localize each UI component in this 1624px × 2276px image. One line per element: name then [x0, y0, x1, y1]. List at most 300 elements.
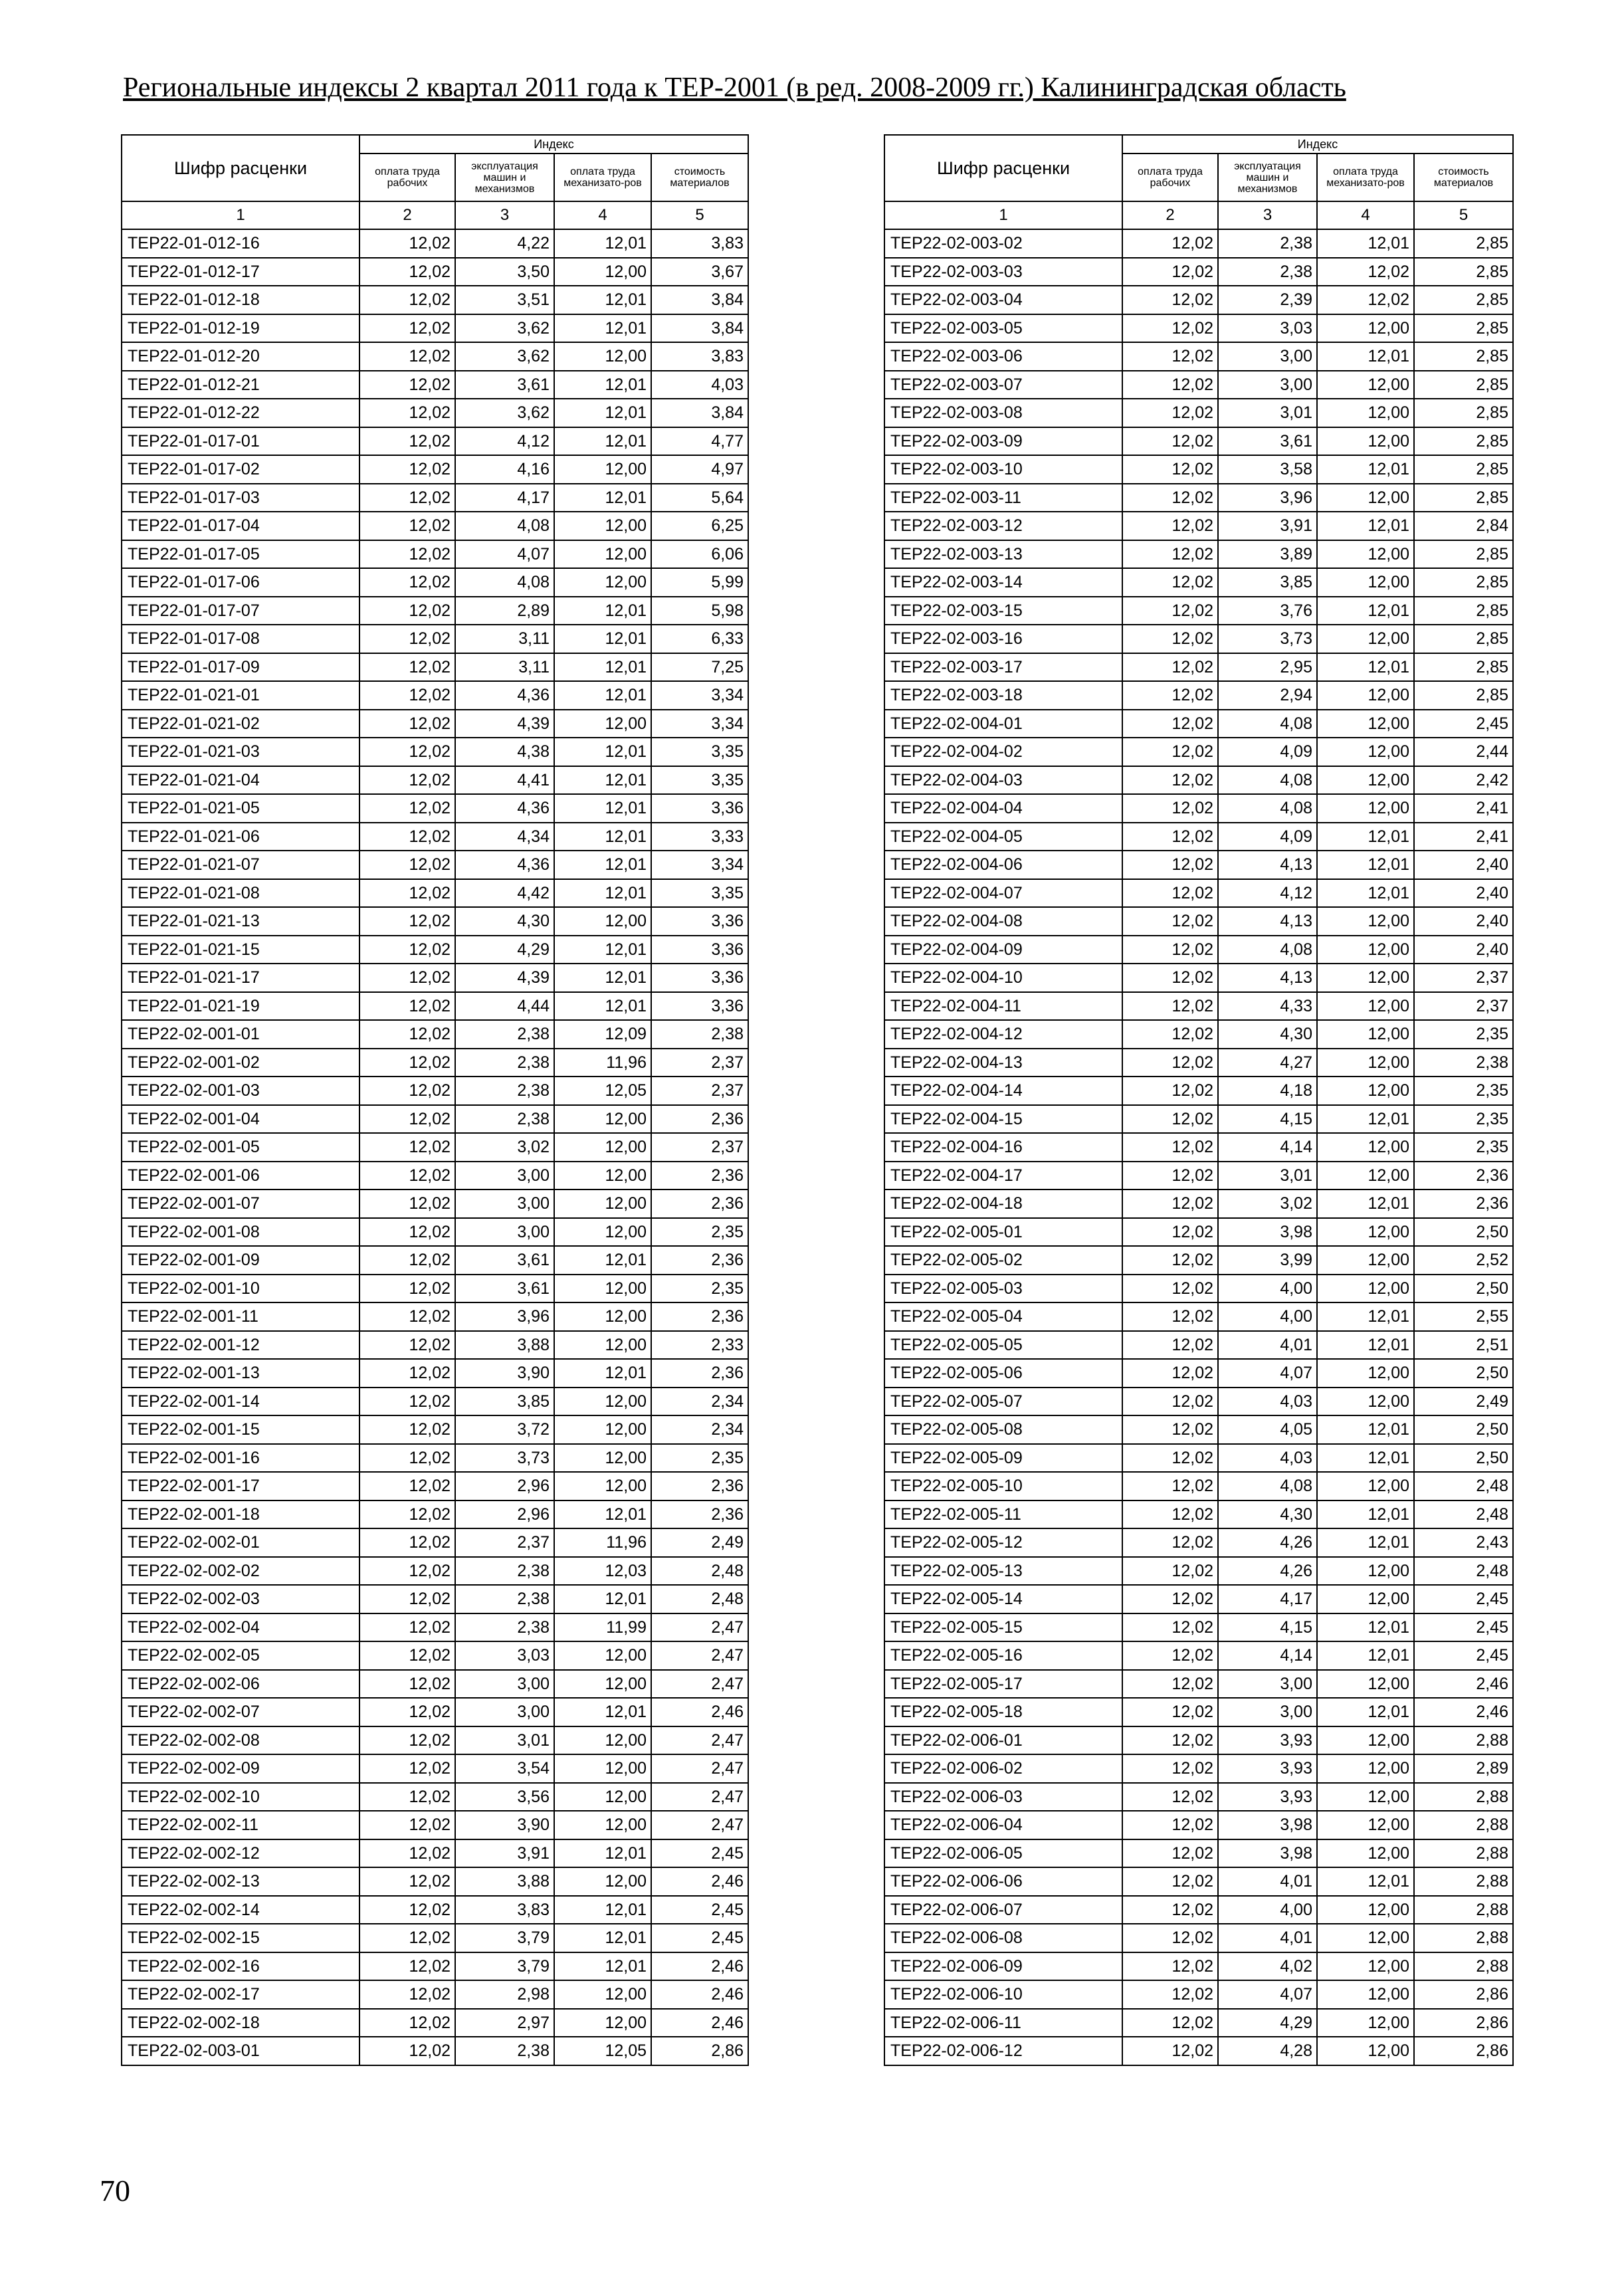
- table-row: [884, 907, 1513, 936]
- rate-code-cell: ТЕР22-01-017-04: [122, 512, 359, 540]
- table-row: [884, 1924, 1513, 1952]
- index-value-cell: 2,85: [1414, 314, 1513, 343]
- index-value-cell: 3,91: [1218, 512, 1317, 540]
- table-row: [122, 1190, 748, 1218]
- index-value-cell: 12,01: [1317, 342, 1414, 371]
- index-value-cell: 12,02: [359, 1472, 455, 1500]
- index-value-cell: 3,73: [1218, 625, 1317, 653]
- rate-code-cell: ТЕР22-02-002-07: [122, 1698, 359, 1726]
- index-value-cell: 2,38: [455, 1585, 554, 1613]
- index-value-cell: 2,36: [1414, 1190, 1513, 1218]
- table-row: [884, 1133, 1513, 1162]
- table-row: [122, 314, 748, 343]
- rate-code-cell: ТЕР22-02-001-02: [122, 1049, 359, 1077]
- index-value-cell: 2,50: [1414, 1218, 1513, 1247]
- index-value-cell: 2,98: [455, 1980, 554, 2009]
- table-row: [884, 1444, 1513, 1473]
- index-value-cell: 4,36: [455, 851, 554, 879]
- index-value-cell: 12,02: [1122, 2009, 1218, 2037]
- rate-code-cell: ТЕР22-02-005-11: [884, 1500, 1122, 1529]
- table-row: [884, 1557, 1513, 1586]
- col-number: 4: [554, 201, 651, 229]
- index-value-cell: 2,36: [651, 1105, 748, 1134]
- index-value-cell: 12,02: [359, 738, 455, 766]
- table-row: [122, 1726, 748, 1755]
- table-row: [884, 823, 1513, 851]
- index-value-cell: 4,36: [455, 681, 554, 710]
- index-value-cell: 12,02: [359, 1924, 455, 1952]
- rate-code-cell: ТЕР22-02-005-08: [884, 1415, 1122, 1444]
- index-value-cell: 12,01: [1317, 1190, 1414, 1218]
- index-value-cell: 12,00: [554, 1105, 651, 1134]
- table-row: [884, 1472, 1513, 1500]
- index-value-cell: 12,02: [359, 766, 455, 795]
- right-index-table-wrap: [884, 134, 1514, 2066]
- rate-code-cell: ТЕР22-02-004-10: [884, 964, 1122, 992]
- table-row: [122, 1020, 748, 1049]
- rate-code-cell: ТЕР22-01-021-06: [122, 823, 359, 851]
- index-value-cell: 12,02: [359, 653, 455, 682]
- index-value-cell: 2,36: [651, 1302, 748, 1331]
- table-row: [884, 1388, 1513, 1416]
- index-value-cell: 12,02: [1122, 653, 1218, 682]
- index-value-cell: 12,00: [554, 1670, 651, 1699]
- header-col-labor: оплата труда рабочих: [359, 154, 455, 201]
- index-value-cell: 2,45: [1414, 1641, 1513, 1670]
- index-value-cell: 12,02: [359, 314, 455, 343]
- index-value-cell: 4,29: [1218, 2009, 1317, 2037]
- table-row: [122, 1218, 748, 1247]
- index-value-cell: 2,40: [1414, 851, 1513, 879]
- table-row: [122, 1980, 748, 2009]
- rate-code-cell: ТЕР22-02-001-04: [122, 1105, 359, 1134]
- index-value-cell: 6,25: [651, 512, 748, 540]
- index-value-cell: 2,36: [651, 1359, 748, 1388]
- index-value-cell: 12,01: [1317, 1302, 1414, 1331]
- rate-code-cell: ТЕР22-02-003-13: [884, 540, 1122, 569]
- index-value-cell: 3,36: [651, 964, 748, 992]
- index-value-cell: 12,01: [554, 399, 651, 427]
- rate-code-cell: ТЕР22-02-003-07: [884, 371, 1122, 399]
- index-value-cell: 3,11: [455, 625, 554, 653]
- index-value-cell: 3,36: [651, 992, 748, 1021]
- rate-code-cell: ТЕР22-02-005-02: [884, 1246, 1122, 1275]
- index-value-cell: 3,61: [455, 371, 554, 399]
- index-value-cell: 12,01: [554, 1839, 651, 1868]
- rate-code-cell: ТЕР22-02-001-16: [122, 1444, 359, 1473]
- index-value-cell: 12,00: [1317, 371, 1414, 399]
- index-value-cell: 12,02: [1122, 1246, 1218, 1275]
- index-value-cell: 12,00: [554, 1162, 651, 1190]
- rate-code-cell: ТЕР22-01-021-13: [122, 907, 359, 936]
- rate-code-cell: ТЕР22-02-003-09: [884, 427, 1122, 456]
- index-value-cell: 2,38: [455, 1105, 554, 1134]
- table-row: [122, 258, 748, 286]
- index-value-cell: 12,00: [1317, 907, 1414, 936]
- index-value-cell: 2,51: [1414, 1331, 1513, 1360]
- rate-code-cell: ТЕР22-02-002-03: [122, 1585, 359, 1613]
- index-value-cell: 12,00: [1317, 1924, 1414, 1952]
- index-value-cell: 12,00: [1317, 314, 1414, 343]
- index-value-cell: 12,02: [1122, 879, 1218, 908]
- index-value-cell: 12,00: [1317, 1133, 1414, 1162]
- index-value-cell: 4,33: [1218, 992, 1317, 1021]
- rate-code-cell: ТЕР22-02-001-17: [122, 1472, 359, 1500]
- index-value-cell: 2,86: [1414, 2009, 1513, 2037]
- index-value-cell: 4,26: [1218, 1557, 1317, 1586]
- index-value-cell: 12,02: [359, 568, 455, 597]
- index-value-cell: 2,48: [1414, 1557, 1513, 1586]
- left-index-table-wrap: [121, 134, 749, 2066]
- index-value-cell: 12,00: [1317, 1839, 1414, 1868]
- rate-code-cell: ТЕР22-02-006-07: [884, 1896, 1122, 1924]
- index-value-cell: 12,02: [1122, 1415, 1218, 1444]
- rate-code-cell: ТЕР22-02-006-02: [884, 1754, 1122, 1783]
- rate-code-cell: ТЕР22-02-002-13: [122, 1867, 359, 1896]
- index-value-cell: 12,01: [1317, 1331, 1414, 1360]
- index-value-cell: 3,85: [1218, 568, 1317, 597]
- index-value-cell: 2,35: [1414, 1020, 1513, 1049]
- index-value-cell: 3,00: [1218, 1698, 1317, 1726]
- index-value-cell: 12,00: [554, 342, 651, 371]
- index-value-cell: 2,85: [1414, 625, 1513, 653]
- page-number: 70: [100, 2174, 130, 2208]
- index-value-cell: 2,37: [651, 1077, 748, 1105]
- index-value-cell: 12,00: [554, 1331, 651, 1360]
- index-value-cell: 11,96: [554, 1049, 651, 1077]
- index-value-cell: 12,02: [359, 1331, 455, 1360]
- rate-code-cell: ТЕР22-02-004-09: [884, 936, 1122, 964]
- index-value-cell: 3,36: [651, 936, 748, 964]
- table-row: [122, 371, 748, 399]
- index-value-cell: 12,02: [1122, 1190, 1218, 1218]
- index-value-cell: 4,12: [1218, 879, 1317, 908]
- rate-code-cell: ТЕР22-02-005-04: [884, 1302, 1122, 1331]
- table-row: [884, 1839, 1513, 1868]
- index-value-cell: 2,34: [651, 1388, 748, 1416]
- index-value-cell: 12,02: [359, 681, 455, 710]
- index-value-cell: 3,00: [455, 1162, 554, 1190]
- index-value-cell: 3,61: [455, 1275, 554, 1303]
- index-value-cell: 2,47: [651, 1641, 748, 1670]
- index-value-cell: 3,02: [455, 1133, 554, 1162]
- index-value-cell: 3,00: [455, 1670, 554, 1699]
- index-value-cell: 2,45: [651, 1839, 748, 1868]
- rate-code-cell: ТЕР22-01-012-19: [122, 314, 359, 343]
- rate-code-cell: ТЕР22-02-003-16: [884, 625, 1122, 653]
- index-value-cell: 12,02: [1122, 964, 1218, 992]
- table-row: [122, 1811, 748, 1839]
- col-number: 5: [1414, 201, 1513, 229]
- index-value-cell: 2,85: [1414, 597, 1513, 625]
- table-row: [122, 1557, 748, 1586]
- index-value-cell: 12,02: [359, 540, 455, 569]
- index-value-cell: 12,01: [554, 1896, 651, 1924]
- index-value-cell: 2,35: [1414, 1105, 1513, 1134]
- index-value-cell: 3,62: [455, 399, 554, 427]
- index-value-cell: 12,01: [554, 314, 651, 343]
- index-value-cell: 4,17: [455, 484, 554, 512]
- rate-code-cell: ТЕР22-02-003-14: [884, 568, 1122, 597]
- left-table-body: [122, 229, 748, 2065]
- index-value-cell: 12,00: [1317, 992, 1414, 1021]
- index-value-cell: 2,47: [651, 1726, 748, 1755]
- index-value-cell: 12,02: [1122, 1670, 1218, 1699]
- rate-code-cell: ТЕР22-02-002-08: [122, 1726, 359, 1755]
- rate-code-cell: ТЕР22-02-004-15: [884, 1105, 1122, 1134]
- index-value-cell: 12,02: [1122, 1613, 1218, 1642]
- index-value-cell: 2,85: [1414, 371, 1513, 399]
- index-value-cell: 12,02: [1122, 1049, 1218, 1077]
- header-col-materials: стоимость материалов: [1414, 154, 1513, 201]
- index-value-cell: 12,02: [1122, 1952, 1218, 1981]
- table-row: [884, 851, 1513, 879]
- index-value-cell: 12,01: [1317, 823, 1414, 851]
- table-row: [884, 1641, 1513, 1670]
- table-row: [122, 1896, 748, 1924]
- index-value-cell: 2,89: [455, 597, 554, 625]
- index-value-cell: 2,41: [1414, 823, 1513, 851]
- index-value-cell: 12,02: [1122, 1783, 1218, 1811]
- table-row: [884, 427, 1513, 456]
- rate-code-cell: ТЕР22-01-017-03: [122, 484, 359, 512]
- index-value-cell: 12,02: [359, 1302, 455, 1331]
- index-value-cell: 4,08: [1218, 936, 1317, 964]
- index-value-cell: 2,37: [651, 1133, 748, 1162]
- rate-code-cell: ТЕР22-02-002-17: [122, 1980, 359, 2009]
- index-value-cell: 12,01: [554, 597, 651, 625]
- index-value-cell: 3,33: [651, 823, 748, 851]
- index-value-cell: 12,02: [1122, 597, 1218, 625]
- index-value-cell: 12,02: [359, 455, 455, 484]
- index-value-cell: 3,35: [651, 738, 748, 766]
- rate-code-cell: ТЕР22-02-002-09: [122, 1754, 359, 1783]
- index-value-cell: 12,00: [1317, 1783, 1414, 1811]
- table-row: [122, 1077, 748, 1105]
- rate-code-cell: ТЕР22-02-005-10: [884, 1472, 1122, 1500]
- table-row: [122, 1924, 748, 1952]
- index-value-cell: 2,43: [1414, 1528, 1513, 1557]
- rate-code-cell: ТЕР22-01-017-08: [122, 625, 359, 653]
- index-value-cell: 2,85: [1414, 258, 1513, 286]
- table-row: [884, 1246, 1513, 1275]
- index-value-cell: 2,35: [1414, 1133, 1513, 1162]
- index-value-cell: 12,01: [554, 625, 651, 653]
- index-value-cell: 3,98: [1218, 1218, 1317, 1247]
- header-col-materials: стоимость материалов: [651, 154, 748, 201]
- rate-code-cell: ТЕР22-02-004-13: [884, 1049, 1122, 1077]
- index-value-cell: 2,35: [1414, 1077, 1513, 1105]
- index-value-cell: 12,00: [554, 512, 651, 540]
- table-row: [122, 936, 748, 964]
- index-value-cell: 2,35: [651, 1275, 748, 1303]
- index-value-cell: 12,00: [554, 1783, 651, 1811]
- index-value-cell: 2,36: [1414, 1162, 1513, 1190]
- index-value-cell: 2,38: [651, 1020, 748, 1049]
- index-value-cell: 12,00: [1317, 710, 1414, 738]
- index-value-cell: 2,34: [651, 1415, 748, 1444]
- table-row: [122, 851, 748, 879]
- index-value-cell: 4,07: [1218, 1980, 1317, 2009]
- rate-code-cell: ТЕР22-02-004-18: [884, 1190, 1122, 1218]
- index-value-cell: 12,01: [1317, 1500, 1414, 1529]
- index-value-cell: 5,99: [651, 568, 748, 597]
- index-value-cell: 12,00: [1317, 1049, 1414, 1077]
- index-value-cell: 12,02: [359, 794, 455, 823]
- rate-code-cell: ТЕР22-02-003-17: [884, 653, 1122, 682]
- index-value-cell: 12,02: [359, 427, 455, 456]
- rate-code-cell: ТЕР22-02-001-08: [122, 1218, 359, 1247]
- index-value-cell: 3,54: [455, 1754, 554, 1783]
- rate-code-cell: ТЕР22-01-017-01: [122, 427, 359, 456]
- col-number: 1: [122, 201, 359, 229]
- index-value-cell: 12,02: [359, 399, 455, 427]
- index-value-cell: 2,89: [1414, 1754, 1513, 1783]
- index-value-cell: 3,84: [651, 286, 748, 314]
- index-value-cell: 12,02: [359, 907, 455, 936]
- rate-code-cell: ТЕР22-02-004-04: [884, 794, 1122, 823]
- col-number: 3: [1218, 201, 1317, 229]
- index-value-cell: 2,50: [1414, 1359, 1513, 1388]
- index-value-cell: 12,02: [359, 1162, 455, 1190]
- table-row: [122, 766, 748, 795]
- rate-code-cell: ТЕР22-02-003-11: [884, 484, 1122, 512]
- table-row: [884, 1359, 1513, 1388]
- index-value-cell: 12,00: [554, 1754, 651, 1783]
- table-row: [122, 1388, 748, 1416]
- index-value-cell: 4,41: [455, 766, 554, 795]
- index-value-cell: 12,01: [554, 992, 651, 1021]
- rate-code-cell: ТЕР22-01-021-19: [122, 992, 359, 1021]
- index-value-cell: 2,50: [1414, 1275, 1513, 1303]
- table-row: [122, 907, 748, 936]
- index-value-cell: 12,02: [359, 1077, 455, 1105]
- table-row: [884, 568, 1513, 597]
- index-value-cell: 3,72: [455, 1415, 554, 1444]
- table-row: [122, 342, 748, 371]
- index-value-cell: 12,02: [1122, 427, 1218, 456]
- index-value-cell: 12,00: [1317, 1811, 1414, 1839]
- index-value-cell: 3,84: [651, 399, 748, 427]
- index-value-cell: 3,90: [455, 1811, 554, 1839]
- table-row: [122, 540, 748, 569]
- index-value-cell: 3,90: [455, 1359, 554, 1388]
- rate-code-cell: ТЕР22-02-004-01: [884, 710, 1122, 738]
- index-value-cell: 12,02: [359, 1415, 455, 1444]
- index-value-cell: 4,03: [1218, 1388, 1317, 1416]
- index-value-cell: 3,83: [651, 342, 748, 371]
- index-value-cell: 12,01: [554, 794, 651, 823]
- index-value-cell: 12,02: [1317, 286, 1414, 314]
- table-row: [122, 794, 748, 823]
- index-value-cell: 12,00: [1317, 964, 1414, 992]
- table-row: [884, 540, 1513, 569]
- col-number: 4: [1317, 201, 1414, 229]
- table-row: [122, 1444, 748, 1473]
- index-value-cell: 2,36: [651, 1246, 748, 1275]
- index-value-cell: 4,39: [455, 964, 554, 992]
- index-value-cell: 12,02: [359, 2009, 455, 2037]
- table-row: [122, 1670, 748, 1699]
- index-value-cell: 3,93: [1218, 1754, 1317, 1783]
- index-value-cell: 4,15: [1218, 1613, 1317, 1642]
- index-value-cell: 12,01: [1317, 879, 1414, 908]
- rate-code-cell: ТЕР22-01-021-17: [122, 964, 359, 992]
- table-row: [884, 1867, 1513, 1896]
- index-value-cell: 12,01: [1317, 1415, 1414, 1444]
- rate-code-cell: ТЕР22-02-001-06: [122, 1162, 359, 1190]
- rate-code-cell: ТЕР22-01-021-15: [122, 936, 359, 964]
- index-value-cell: 12,02: [359, 1641, 455, 1670]
- table-row: [884, 314, 1513, 343]
- index-value-cell: 4,17: [1218, 1585, 1317, 1613]
- index-value-cell: 2,45: [1414, 1613, 1513, 1642]
- index-value-cell: 12,01: [1317, 1613, 1414, 1642]
- rate-code-cell: ТЕР22-02-005-07: [884, 1388, 1122, 1416]
- rate-code-cell: ТЕР22-01-017-02: [122, 455, 359, 484]
- index-value-cell: 4,01: [1218, 1867, 1317, 1896]
- index-value-cell: 12,00: [1317, 936, 1414, 964]
- index-value-cell: 3,79: [455, 1952, 554, 1981]
- index-value-cell: 4,39: [455, 710, 554, 738]
- header-col-machines: эксплуатация машин и механизмов: [1218, 154, 1317, 201]
- index-value-cell: 2,85: [1414, 399, 1513, 427]
- rate-code-cell: ТЕР22-01-021-08: [122, 879, 359, 908]
- index-value-cell: 12,02: [359, 1133, 455, 1162]
- index-value-cell: 12,02: [1122, 1585, 1218, 1613]
- table-row: [122, 229, 748, 258]
- index-value-cell: 12,02: [359, 964, 455, 992]
- table-row: [122, 823, 748, 851]
- index-value-cell: 12,00: [1317, 1896, 1414, 1924]
- col-number: 5: [651, 201, 748, 229]
- index-value-cell: 2,46: [651, 1867, 748, 1896]
- rate-code-cell: ТЕР22-02-004-16: [884, 1133, 1122, 1162]
- index-value-cell: 4,30: [1218, 1500, 1317, 1529]
- index-value-cell: 12,02: [359, 1557, 455, 1586]
- index-value-cell: 2,38: [1218, 229, 1317, 258]
- index-value-cell: 12,00: [554, 1415, 651, 1444]
- index-value-cell: 4,00: [1218, 1275, 1317, 1303]
- index-value-cell: 4,15: [1218, 1105, 1317, 1134]
- index-value-cell: 12,02: [1122, 1020, 1218, 1049]
- rate-code-cell: ТЕР22-02-005-17: [884, 1670, 1122, 1699]
- index-value-cell: 3,61: [1218, 427, 1317, 456]
- index-value-cell: 12,02: [1122, 314, 1218, 343]
- rate-code-cell: ТЕР22-01-021-02: [122, 710, 359, 738]
- rate-code-cell: ТЕР22-02-004-07: [884, 879, 1122, 908]
- index-value-cell: 2,85: [1414, 286, 1513, 314]
- index-value-cell: 12,02: [1122, 1162, 1218, 1190]
- rate-code-cell: ТЕР22-02-001-03: [122, 1077, 359, 1105]
- index-value-cell: 12,02: [1122, 1811, 1218, 1839]
- rate-code-cell: ТЕР22-02-002-18: [122, 2009, 359, 2037]
- index-value-cell: 2,38: [455, 1557, 554, 1586]
- rate-code-cell: ТЕР22-02-001-10: [122, 1275, 359, 1303]
- index-value-cell: 5,64: [651, 484, 748, 512]
- table-row: [122, 1585, 748, 1613]
- index-value-cell: 12,02: [1122, 568, 1218, 597]
- index-value-cell: 12,05: [554, 2037, 651, 2065]
- index-value-cell: 12,02: [1122, 286, 1218, 314]
- index-value-cell: 2,49: [1414, 1388, 1513, 1416]
- index-value-cell: 3,98: [1218, 1811, 1317, 1839]
- index-value-cell: 12,02: [359, 1105, 455, 1134]
- index-value-cell: 12,02: [1122, 1105, 1218, 1134]
- index-value-cell: 12,01: [1317, 1867, 1414, 1896]
- index-value-cell: 2,47: [651, 1783, 748, 1811]
- table-row: [884, 1783, 1513, 1811]
